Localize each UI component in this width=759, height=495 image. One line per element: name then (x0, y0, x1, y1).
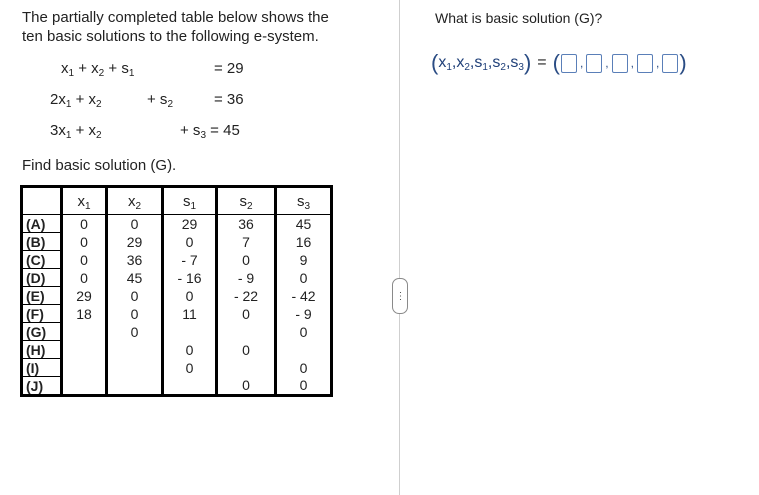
table-corner-cell (22, 187, 62, 215)
table-cell (62, 377, 107, 396)
answer-open-paren: ( (552, 50, 560, 75)
table-cell: 18 (62, 305, 107, 323)
table-cell: 0 (163, 233, 217, 251)
variable-tuple: $x_1,x_2,s_1,s_2,s_3$ (438, 54, 524, 73)
table-cell: 0 (107, 323, 163, 341)
answer-box-s3[interactable] (662, 54, 678, 73)
table-cell: 0 (217, 305, 276, 323)
table-cell (217, 323, 276, 341)
table-cell (107, 377, 163, 396)
answer-box-x1[interactable] (561, 54, 577, 73)
table-cell: 0 (217, 341, 276, 359)
table-row (22, 251, 332, 269)
table-row (22, 269, 332, 287)
table-cell: 9 (276, 251, 332, 269)
row-label: (C) (22, 251, 62, 269)
answer-row: ( $x_1,x_2,s_1,s_2,s_3$ ) = ( , , , , ) (431, 50, 687, 75)
header-x1: $x_1$ (62, 187, 107, 215)
equation-2-slack: + $s_2$ (147, 91, 173, 110)
table-cell: 0 (217, 251, 276, 269)
table-row (22, 233, 332, 251)
table-row (22, 305, 332, 323)
row-label: (G) (22, 323, 62, 341)
header-s3: $s_3$ (276, 187, 332, 215)
table-cell: - 42 (276, 287, 332, 305)
table-row (22, 341, 332, 359)
table-cell: - 9 (217, 269, 276, 287)
header-s1: $s_1$ (163, 187, 217, 215)
table-cell: - 7 (163, 251, 217, 269)
table-cell: 11 (163, 305, 217, 323)
row-label: (H) (22, 341, 62, 359)
table-cell: 0 (107, 305, 163, 323)
table-cell (217, 359, 276, 377)
table-cell: 0 (62, 233, 107, 251)
problem-intro (22, 8, 329, 46)
equation-2-rhs: = 36 (214, 91, 244, 108)
row-label: (A) (22, 215, 62, 233)
answer-box-s2[interactable] (637, 54, 653, 73)
table-cell: 0 (276, 377, 332, 396)
answer-box-x2[interactable] (586, 54, 602, 73)
table-row (22, 215, 332, 233)
table-cell: 29 (107, 233, 163, 251)
table-cell (163, 323, 217, 341)
table-cell: 0 (163, 359, 217, 377)
table-cell: 45 (276, 215, 332, 233)
table-cell: 0 (217, 377, 276, 396)
table-cell: 0 (276, 269, 332, 287)
table-cell (107, 341, 163, 359)
row-label: (F) (22, 305, 62, 323)
row-label: (E) (22, 287, 62, 305)
table-cell (62, 359, 107, 377)
equation-2-lhs: $2x_1 + x_2$ (50, 91, 102, 110)
table-header-row (22, 187, 332, 215)
table-cell: 0 (62, 269, 107, 287)
table-row (22, 377, 332, 396)
equation-1-lhs: $x_1 + x_2 + s_1$ (61, 60, 135, 79)
row-label: (D) (22, 269, 62, 287)
row-label: (I) (22, 359, 62, 377)
equation-3-slack-rhs: + $s_3 = 45$ (180, 122, 240, 141)
table-cell: - 9 (276, 305, 332, 323)
table-cell (62, 341, 107, 359)
table-cell: 7 (217, 233, 276, 251)
row-label: (B) (22, 233, 62, 251)
table-cell: - 16 (163, 269, 217, 287)
drag-handle-icon[interactable]: ⋮ (392, 278, 408, 314)
equation-1-rhs: = 29 (214, 60, 244, 77)
answer-box-s1[interactable] (612, 54, 628, 73)
table-cell: 45 (107, 269, 163, 287)
table-cell: 0 (276, 323, 332, 341)
question-panel (401, 0, 759, 495)
table-cell: 16 (276, 233, 332, 251)
table-cell: 0 (107, 215, 163, 233)
table-row (22, 287, 332, 305)
equation-3-lhs: $3x_1 + x_2$ (50, 122, 102, 141)
table-cell: 29 (62, 287, 107, 305)
open-paren: ( (431, 50, 439, 75)
basic-solutions-table (20, 185, 333, 397)
table-cell: 0 (62, 251, 107, 269)
table-cell (107, 359, 163, 377)
table-cell: 0 (163, 287, 217, 305)
table-cell: 0 (107, 287, 163, 305)
table-cell: 29 (163, 215, 217, 233)
close-paren: ) (523, 50, 532, 75)
table-cell: 36 (217, 215, 276, 233)
table-cell: 36 (107, 251, 163, 269)
header-x2: $x_2$ (107, 187, 163, 215)
answer-close-paren: ) (679, 50, 687, 75)
table-row (22, 323, 332, 341)
table-cell: 0 (62, 215, 107, 233)
table-row (22, 359, 332, 377)
table-cell (163, 377, 217, 396)
question-text: What is basic solution (G)? (435, 10, 603, 26)
row-label: (J) (22, 377, 62, 396)
table-cell: 0 (163, 341, 217, 359)
panel-divider (399, 0, 400, 495)
find-instruction: Find basic solution (G). (22, 157, 177, 174)
intro-line-2: ten basic solutions to the following e-system. (22, 28, 319, 45)
header-s2: $s_2$ (217, 187, 276, 215)
table-cell: - 22 (217, 287, 276, 305)
intro-line-1: The partially completed table below shows the (22, 9, 329, 26)
table-cell (276, 341, 332, 359)
table-cell: 0 (276, 359, 332, 377)
equals-sign: = (537, 54, 547, 71)
table-cell (62, 323, 107, 341)
